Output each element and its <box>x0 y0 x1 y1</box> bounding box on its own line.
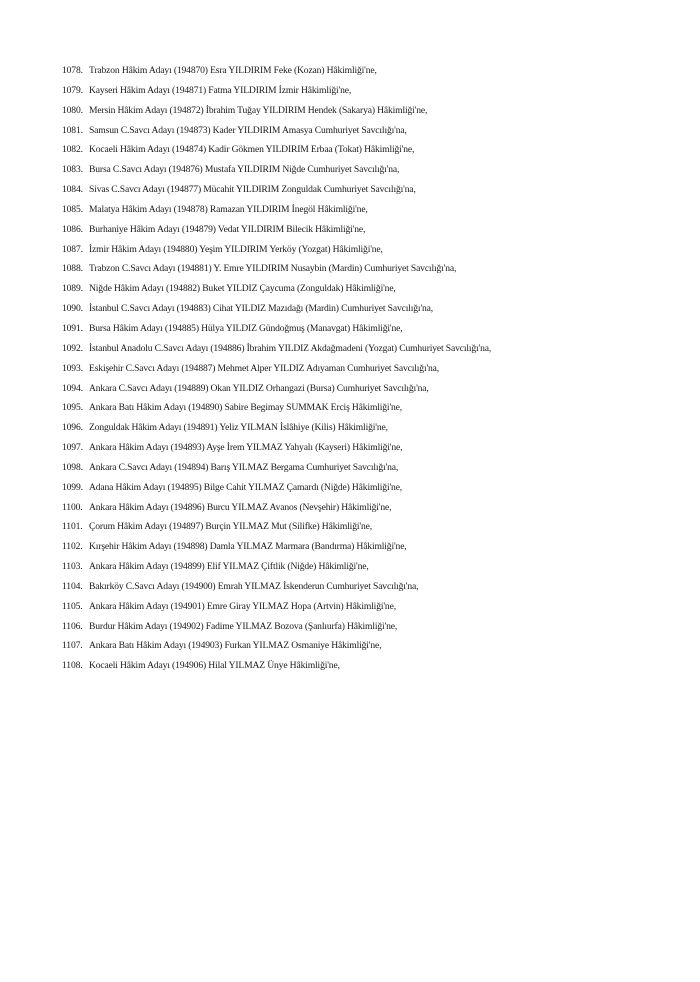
entry-text: Adana Hâkim Adayı (194895) Bilge Cahit YILMAZ Çamardı (Niğde) Hâkimliği'ne, <box>89 481 403 493</box>
entry-number: 1084. <box>62 184 83 196</box>
entry-number: 1089. <box>62 283 83 295</box>
entry-number: 1086. <box>62 223 83 235</box>
entry-text: Bursa C.Savcı Adayı (194876) Mustafa YILDIRIM Niğde Cumhuriyet Savcılığı'na, <box>89 164 400 176</box>
entry-number: 1088. <box>62 263 83 275</box>
entry-number: 1096. <box>62 422 83 434</box>
list-item <box>62 200 662 220</box>
list-item <box>62 259 662 279</box>
entry-number: 1082. <box>62 144 83 156</box>
list-item <box>62 140 662 160</box>
entry-number: 1083. <box>62 164 83 176</box>
list-item <box>62 656 662 676</box>
list-item <box>62 636 662 656</box>
list-item <box>62 61 662 81</box>
entry-text: Ankara Batı Hâkim Adayı (194890) Sabire Begimay SUMMAK Erciş Hâkimliği'ne, <box>89 402 403 414</box>
entry-text: Ankara Hâkim Adayı (194896) Burcu YILMAZ Avanos (Nevşehir) Hâkimliği'ne, <box>89 501 392 513</box>
entry-text: Bursa Hâkim Adayı (194885) Hülya YILDIZ Gündoğmuş (Manavgat) Hâkimliği'ne, <box>89 322 403 334</box>
entry-text: Kırşehir Hâkim Adayı (194898) Damla YILMAZ Marmara (Bandırma) Hâkimliği'ne, <box>89 541 407 553</box>
entry-text: Ankara C.Savcı Adayı (194889) Okan YILDIZ Orhangazi (Bursa) Cumhuriyet Savcılığı'na, <box>89 382 429 394</box>
list-item <box>62 478 662 498</box>
list-item <box>62 458 662 478</box>
entry-number: 1081. <box>62 124 83 136</box>
list-item <box>62 557 662 577</box>
entry-number: 1090. <box>62 303 83 315</box>
entry-number: 1079. <box>62 84 83 96</box>
entry-number: 1080. <box>62 104 83 116</box>
entry-number: 1097. <box>62 442 83 454</box>
entry-text: Çorum Hâkim Adayı (194897) Burçin YILMAZ Mut (Silifke) Hâkimliği'ne, <box>89 521 372 533</box>
entry-text: Sivas C.Savcı Adayı (194877) Mücahit YILDIRIM Zonguldak Cumhuriyet Savcılığı'na, <box>89 184 416 196</box>
entry-text: İstanbul C.Savcı Adayı (194883) Cihat YILDIZ Mazıdağı (Mardin) Cumhuriyet Savcılığı'na, <box>89 303 434 315</box>
entry-text: Burdur Hâkim Adayı (194902) Fadime YILMAZ Bozova (Şanlıurfa) Hâkimliği'ne, <box>89 620 398 632</box>
entry-text: Kocaeli Hâkim Adayı (194906) Hilal YILMAZ Ünye Hâkimliği'ne, <box>89 660 340 672</box>
entry-text: Kocaeli Hâkim Adayı (194874) Kadir Gökmen YILDIRIM Erbaa (Tokat) Hâkimliği'ne, <box>89 144 415 156</box>
entry-number: 1102. <box>62 541 83 553</box>
entry-text: İstanbul Anadolu C.Savcı Adayı (194886) İbrahim YILDIZ Akdağmadeni (Yozgat) Cumhuriyet Savcılığı'na, <box>89 342 492 354</box>
entry-text: Samsun C.Savcı Adayı (194873) Kader YILDIRIM Amasya Cumhuriyet Savcılığı'na, <box>89 124 407 136</box>
entry-text: Mersin Hâkim Adayı (194872) İbrahim Tuğay YILDIRIM Hendek (Sakarya) Hâkimliği'ne, <box>89 104 428 116</box>
list-item <box>62 379 662 399</box>
list-item <box>62 121 662 141</box>
list-item <box>62 537 662 557</box>
entry-text: Bakırköy C.Savcı Adayı (194900) Emrah YILMAZ İskenderun Cumhuriyet Savcılığı'na, <box>89 580 419 592</box>
entry-number: 1098. <box>62 461 83 473</box>
list-item <box>62 359 662 379</box>
list-item <box>62 319 662 339</box>
entry-number: 1103. <box>62 561 83 573</box>
entry-text: Ankara Hâkim Adayı (194901) Emre Giray YILMAZ Hopa (Artvin) Hâkimliği'ne, <box>89 600 396 612</box>
list-item <box>62 577 662 597</box>
entry-number: 1108. <box>62 660 83 672</box>
list-item <box>62 220 662 240</box>
list-item <box>62 438 662 458</box>
entry-number: 1105. <box>62 600 83 612</box>
entry-number: 1091. <box>62 322 83 334</box>
list-item <box>62 81 662 101</box>
entry-number: 1093. <box>62 362 83 374</box>
entry-text: Zonguldak Hâkim Adayı (194891) Yeliz YILMAN İslâhiye (Kilis) Hâkimliği'ne, <box>89 422 388 434</box>
list-item <box>62 279 662 299</box>
entry-text: Ankara C.Savcı Adayı (194894) Barış YILMAZ Bergama Cumhuriyet Savcılığı'na, <box>89 461 399 473</box>
entry-text: Trabzon C.Savcı Adayı (194881) Y. Emre YILDIRIM Nusaybin (Mardin) Cumhuriyet Savcılığı'na, <box>89 263 457 275</box>
entry-text: Niğde Hâkim Adayı (194882) Buket YILDIZ Çaycuma (Zonguldak) Hâkimliği'ne, <box>89 283 396 295</box>
appointment-list <box>62 61 662 676</box>
entry-text: Malatya Hâkim Adayı (194878) Ramazan YILDIRIM İnegöl Hâkimliği'ne, <box>89 203 368 215</box>
entry-text: Eskişehir C.Savcı Adayı (194887) Mehmet Alper YILDIZ Adıyaman Cumhuriyet Savcılığı'na, <box>89 362 440 374</box>
entry-text: İzmir Hâkim Adayı (194880) Yeşim YILDIRIM Yerköy (Yozgat) Hâkimliği'ne, <box>89 243 383 255</box>
entry-number: 1106. <box>62 620 83 632</box>
list-item <box>62 101 662 121</box>
entry-text: Ankara Hâkim Adayı (194893) Ayşe İrem YILMAZ Yahyalı (Kayseri) Hâkimliği'ne, <box>89 442 403 454</box>
entry-number: 1087. <box>62 243 83 255</box>
list-item <box>62 498 662 518</box>
entry-number: 1085. <box>62 203 83 215</box>
entry-text: Burhaniye Hâkim Adayı (194879) Vedat YILDIRIM Bilecik Hâkimliği'ne, <box>89 223 366 235</box>
list-item <box>62 240 662 260</box>
list-item <box>62 617 662 637</box>
entry-text: Kayseri Hâkim Adayı (194871) Fatma YILDIRIM İzmir Hâkimliği'ne, <box>89 84 352 96</box>
entry-number: 1104. <box>62 580 83 592</box>
entry-text: Trabzon Hâkim Adayı (194870) Esra YILDIRIM Feke (Kozan) Hâkimliği'ne, <box>89 65 377 76</box>
entry-number: 1092. <box>62 342 83 354</box>
entry-number: 1100. <box>62 501 83 513</box>
entry-number: 1094. <box>62 382 83 394</box>
entry-number: 1101. <box>62 521 83 533</box>
entry-number: 1107. <box>62 640 83 652</box>
entry-text: Ankara Batı Hâkim Adayı (194903) Furkan YILMAZ Osmaniye Hâkimliği'ne, <box>89 640 382 652</box>
list-item <box>62 418 662 438</box>
list-item <box>62 299 662 319</box>
list-item <box>62 597 662 617</box>
list-item <box>62 180 662 200</box>
list-item <box>62 517 662 537</box>
entry-number: 1099. <box>62 481 83 493</box>
list-item <box>62 160 662 180</box>
entry-text: Ankara Hâkim Adayı (194899) Elif YILMAZ Çiftlik (Niğde) Hâkimliği'ne, <box>89 561 369 573</box>
entry-number: 1095. <box>62 402 83 414</box>
list-item <box>62 398 662 418</box>
list-item <box>62 339 662 359</box>
entry-number: 1078. <box>62 65 83 76</box>
